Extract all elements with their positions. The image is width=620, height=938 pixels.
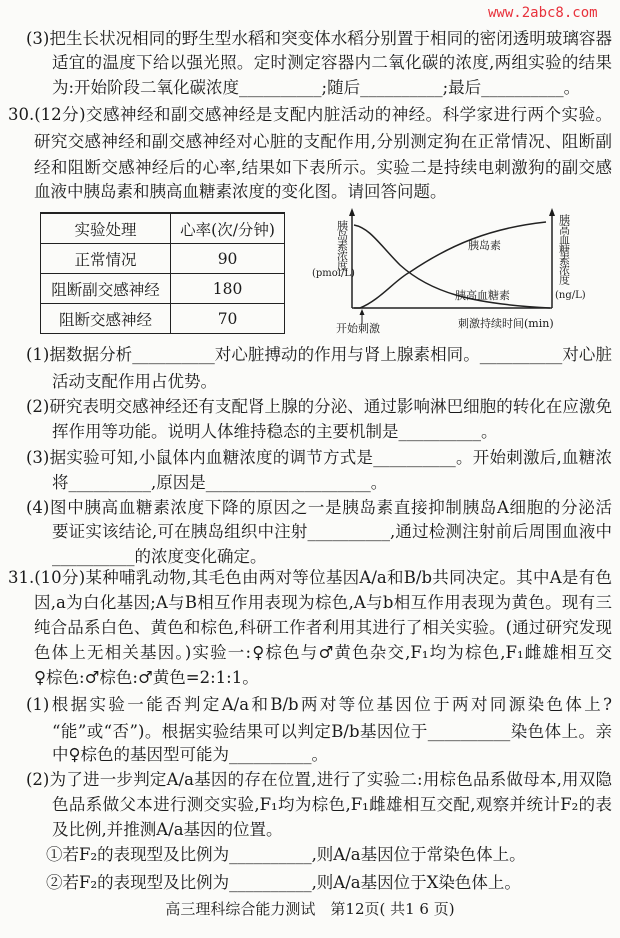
text-line: 将__________,原因是____________________。 <box>52 473 388 492</box>
text-line: (3)据实验可知,小鼠体内血糖浓度的调节方式是__________。开始刺激后,血糖浓 <box>26 448 612 467</box>
glucagon-curve-label: 胰高血糖素 <box>455 289 510 302</box>
table-cell: 阻断副交感神经 <box>41 274 171 304</box>
text-line: (3)把生长状况相同的野生型水稻和突变体水稻分别置于相同的密闭透明玻璃容器 <box>26 29 612 48</box>
text-line: (4)图中胰高血糖素浓度下降的原因之一是胰岛素直接抑制胰岛A细胞的分泌活 <box>26 498 612 517</box>
text-line: 血液中胰岛素和胰高血糖素浓度的变化图。请回答问题。 <box>34 182 447 201</box>
table-cell: 180 <box>171 274 285 304</box>
right-axis-unit: (ng/L) <box>555 290 586 301</box>
watermark: www.2abc8.com <box>488 5 598 21</box>
text-line: 及比例,并推测A/a基因的位置。 <box>52 820 283 839</box>
text-line: 31.(10分)某种哺乳动物,其毛色由两对等位基因A/a和B/b共同决定。其中A是有色 <box>8 568 612 587</box>
table-header-row <box>41 213 285 244</box>
text-line: 挥作用等功能。说明人体维持稳态的主要机制是__________。 <box>52 422 498 441</box>
table-row <box>41 244 285 274</box>
page-footer: 高三理科综合能力测试 第12页( 共1 6 页) <box>165 900 455 918</box>
text-line: 色体上无相关基因。)实验一:♀棕色与♂黄色杂交,F₁均为棕色,F₁雌雄相互交 <box>34 643 612 662</box>
table-row <box>41 274 285 304</box>
text-line: __________的浓度变化确定。 <box>52 547 267 566</box>
text-line: (2)为了进一步判定A/a基因的存在位置,进行了实验二:用棕色品系做母本,用双隐 <box>26 770 612 789</box>
heart-rate-table <box>40 212 285 334</box>
text-line: 因,a为白化基因;A与B相互作用表现为棕色,A与b相互作用表现为黄色。现有三 <box>34 593 612 612</box>
x-axis-label: 刺激持续时间(min) <box>458 317 554 330</box>
text-line: 纯合品系白色、黄色和棕色,科研工作者利用其进行了相关实验。(通过研究发现 <box>34 618 612 637</box>
text-line: 研究交感神经和副交感神经对心脏的支配作用,分别测定狗在正常情况、阻断副 <box>34 132 612 151</box>
text-line: 为:开始阶段二氧化碳浓度__________;随后__________;最后__________。 <box>52 78 581 97</box>
text-line: “能”或“否”)。根据实验结果可以判定B/b基因位于__________染色体上。亲 <box>52 722 612 741</box>
text-line: (1)据数据分析__________对心脏搏动的作用与肾上腺素相同。__________对心脏 <box>26 345 612 364</box>
text-line: ②若F₂的表现型及比例为__________,则A/a基因位于X染色体上。 <box>46 873 521 892</box>
start-stimulus-label: 开始刺激 <box>336 322 380 335</box>
table-cell: 正常情况 <box>41 244 171 274</box>
hormone-figure <box>300 200 590 340</box>
text-line: ①若F₂的表现型及比例为__________,则A/a基因位于常染色体上。 <box>46 845 526 864</box>
table-row <box>41 304 285 334</box>
left-axis-arrow-icon <box>349 208 355 216</box>
text-line: 色品系做父本进行测交实验,F₁均为棕色,F₁雌雄相互交配,观察并统计F₂的表 <box>52 795 612 814</box>
right-axis-label: 胰高血糖素浓度 <box>557 214 571 284</box>
left-axis-unit: (pmol/L) <box>312 268 355 279</box>
left-axis-label: 胰岛素浓度 <box>335 220 349 270</box>
text-line: 要证实该结论,可在胰岛组织中注射__________,通过检测注射前后周围血液中 <box>52 522 612 541</box>
text-line: 中♀棕色的基因型可能为__________。 <box>52 745 329 764</box>
table-header: 实验处理 <box>41 213 171 244</box>
text-line: 活动支配作用占优势。 <box>52 372 217 391</box>
table-cell: 90 <box>171 244 285 274</box>
text-line: 30.(12分)交感神经和副交感神经是支配内脏活动的神经。科学家进行两个实验。 <box>8 105 612 124</box>
text-line: (2)研究表明交感神经还有支配肾上腺的分泌、通过影响淋巴细胞的转化在应激免 <box>26 397 612 416</box>
glucagon-curve <box>354 225 550 308</box>
insulin-curve <box>354 222 546 308</box>
start-arrow-icon <box>360 309 365 315</box>
text-line: (1)根据实验一能否判定A/a和B/b两对等位基因位于两对同源染色体上? <box>26 695 612 714</box>
right-axis-arrow-icon <box>549 208 555 216</box>
text-line: 经和阻断交感神经后的心率,结果如下表所示。实验二是持续电刺激狗的副交感 <box>34 158 612 177</box>
text-line: 适宜的温度下给以强光照。定时测定容器内二氧化碳的浓度,两组实验的结果 <box>52 53 612 72</box>
table-header: 心率(次/分钟) <box>171 213 285 244</box>
insulin-curve-label: 胰岛素 <box>468 239 501 252</box>
table-cell: 70 <box>171 304 285 334</box>
table-cell: 阻断交感神经 <box>41 304 171 334</box>
text-line: ♀棕色:♂棕色:♂黄色=2:1:1。 <box>34 668 259 687</box>
